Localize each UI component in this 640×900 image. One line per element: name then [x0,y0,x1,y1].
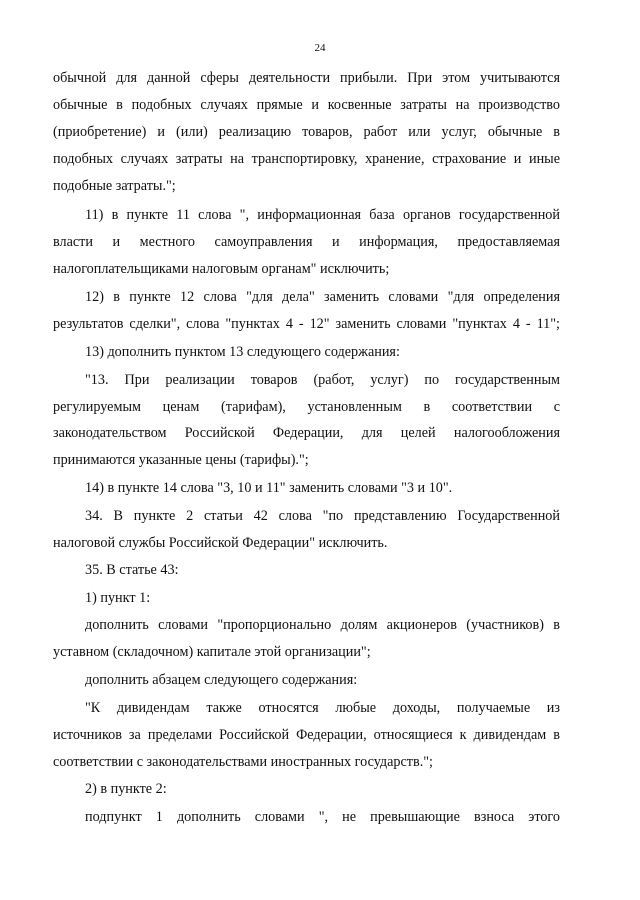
line-text: подобные затраты."; [53,178,176,194]
text-line [0,448,640,472]
text-line [0,174,640,198]
text-line [0,66,640,90]
line-text: "13. При реализации товаров (работ, услуг) по государственным [85,372,560,388]
line-text: налогоплательщиками налоговым органам" исключить; [53,261,390,277]
text-line [0,312,640,336]
line-text: власти и местного самоуправления и информация, предоставляемая [53,234,560,250]
text-line [0,368,640,392]
text-line [0,120,640,144]
line-text: уставном (складочном) капитале этой организации"; [53,644,371,660]
line-text: соответствии с законодательствами иностранных государств."; [53,754,433,770]
text-line [0,340,640,364]
text-line [0,586,640,610]
line-text: принимаются указанные цены (тарифы)."; [53,452,309,468]
line-text: 34. В пункте 2 статьи 42 слова "по представлению Государственной [85,508,560,524]
line-text: регулируемым ценам (тарифам), установленным в соответствии с [53,399,560,415]
line-text: "К дивидендам также относятся любые доходы, получаемые из [85,700,560,716]
line-text: 1) пункт 1: [85,590,151,606]
text-line [0,696,640,720]
text-line [0,147,640,171]
text-line [0,504,640,528]
text-line [0,640,640,664]
line-text: дополнить словами "пропорционально долям акционеров (участников) в [85,617,560,633]
text-line [0,777,640,801]
text-line [0,613,640,637]
text-line [0,203,640,227]
page-number: 24 [314,42,326,54]
line-text: законодательством Российской Федерации, для целей налогообложения [53,425,560,441]
text-line [0,257,640,281]
line-text: 12) в пункте 12 слова "для дела" заменить словами "для определения [85,289,560,305]
text-line [0,558,640,582]
line-text: обычные в подобных случаях прямые и косвенные затраты на производство [53,97,560,113]
text-line [0,805,640,829]
text-line [0,668,640,692]
line-text: 35. В статье 43: [85,562,179,578]
line-text: 13) дополнить пунктом 13 следующего содержания: [85,344,400,360]
line-text: 11) в пункте 11 слова ", информационная база органов государственной [85,207,560,223]
line-text: налоговой службы Российской Федерации" исключить. [53,535,388,551]
text-line [0,723,640,747]
line-text: 2) в пункте 2: [85,781,167,797]
line-text: источников за пределами Российской Федерации, относящиеся к дивидендам в [53,727,560,743]
line-text: подпункт 1 дополнить словами ", не превышающие взноса этого [85,809,560,825]
line-text: дополнить абзацем следующего содержания: [85,672,358,688]
text-line [0,531,640,555]
line-text: (приобретение) и (или) реализацию товаров, работ или услуг, обычные в [53,124,560,140]
text-line [0,421,640,445]
text-line [0,476,640,500]
line-text: подобных случаях затраты на транспортировку, хранение, страхование и иные [53,151,560,167]
text-line [0,285,640,309]
text-line [0,395,640,419]
line-text: обычной для данной сферы деятельности прибыли. При этом учитываются [53,70,560,86]
text-line [0,230,640,254]
line-text: 14) в пункте 14 слова "3, 10 и 11" заменить словами "3 и 10". [85,480,453,496]
text-line [0,93,640,117]
line-text: результатов сделки", слова "пунктах 4 - 12" заменить словами "пунктах 4 - 11"; [53,316,560,332]
text-line [0,750,640,774]
